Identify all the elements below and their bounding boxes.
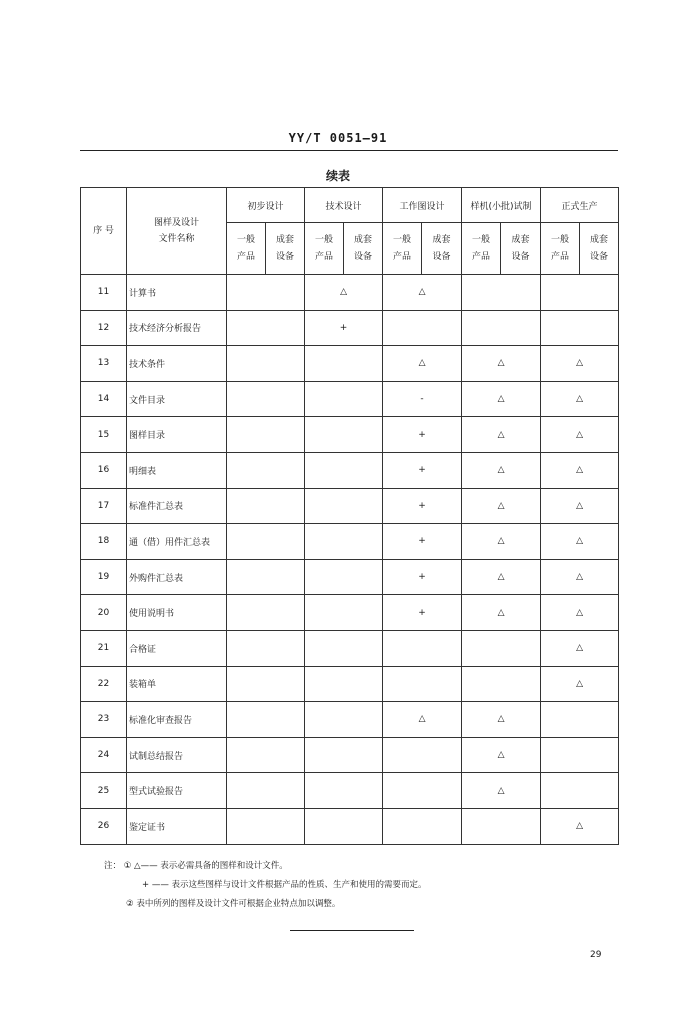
stage-mark: △	[462, 381, 541, 417]
document-name: 使用说明书	[127, 595, 227, 631]
stage-mark	[227, 524, 305, 560]
subheader-line1: 一般	[551, 234, 570, 245]
row-number: 13	[81, 346, 127, 382]
seq-header: 序 号	[81, 188, 127, 275]
row-number: 12	[81, 310, 127, 346]
stage-mark	[305, 488, 383, 524]
stage-header: 正式生产	[541, 188, 619, 223]
stage-mark	[383, 666, 462, 702]
stage-mark: △	[462, 452, 541, 488]
stage-mark	[305, 346, 383, 382]
subheader-line1: 一般	[236, 234, 255, 245]
stage-mark	[462, 310, 541, 346]
note-1b: + —— 表示这些图样与设计文件根据产品的性质、生产和使用的需要而定。	[142, 880, 427, 890]
subheader-line2: 设备	[432, 251, 451, 262]
stage-mark: △	[541, 346, 619, 382]
stage-mark	[383, 808, 462, 844]
subheader-line1: 一般	[472, 234, 491, 245]
stage-mark: △	[462, 417, 541, 453]
stage-mark: △	[541, 808, 619, 844]
name-header-line1: 图样及设计	[153, 218, 199, 228]
stage-mark	[383, 737, 462, 773]
table-row	[81, 630, 619, 666]
stage-mark: △	[541, 595, 619, 631]
stage-mark	[305, 737, 383, 773]
row-number: 18	[81, 524, 127, 560]
stage-mark	[383, 630, 462, 666]
stage-mark	[227, 737, 305, 773]
row-number: 16	[81, 452, 127, 488]
stage-mark	[227, 275, 305, 311]
table-header	[81, 188, 619, 275]
row-number: 20	[81, 595, 127, 631]
table-row	[81, 773, 619, 809]
stage-mark	[227, 452, 305, 488]
stage-mark	[541, 310, 619, 346]
complete-equipment-header	[501, 223, 541, 275]
subheader-line2: 产品	[551, 251, 570, 262]
document-name: 合格证	[127, 630, 227, 666]
stage-mark	[383, 310, 462, 346]
stage-mark	[227, 808, 305, 844]
complete-equipment-header	[422, 223, 462, 275]
general-product-header	[383, 223, 422, 275]
header-rule	[80, 150, 618, 151]
row-number: 22	[81, 666, 127, 702]
stage-header: 工作图设计	[383, 188, 462, 223]
subheader-line1: 成套	[276, 234, 295, 245]
stage-mark	[227, 773, 305, 809]
stage-mark: △	[541, 381, 619, 417]
table-body	[81, 275, 619, 845]
stage-mark	[305, 381, 383, 417]
complete-equipment-header	[580, 223, 619, 275]
stage-mark: △	[462, 595, 541, 631]
stage-mark: -	[383, 381, 462, 417]
subheader-line1: 一般	[393, 234, 412, 245]
stage-mark	[305, 524, 383, 560]
row-number: 21	[81, 630, 127, 666]
stage-mark	[227, 310, 305, 346]
row-number: 26	[81, 808, 127, 844]
stage-mark: △	[541, 488, 619, 524]
table-row	[81, 417, 619, 453]
stage-mark: +	[383, 559, 462, 595]
stage-mark	[383, 773, 462, 809]
stage-mark	[541, 737, 619, 773]
stage-mark: △	[541, 452, 619, 488]
subheader-line2: 设备	[590, 251, 609, 262]
stage-mark	[227, 595, 305, 631]
subheader-line1: 成套	[511, 234, 530, 245]
note-1: ① △—— 表示必需具备的图样和设计文件。	[123, 861, 288, 871]
stage-mark	[227, 559, 305, 595]
table-row	[81, 452, 619, 488]
subheader-line1: 成套	[354, 234, 373, 245]
note-2: ② 表中所列的图样及设计文件可根据企业特点加以调整。	[126, 899, 341, 909]
stage-mark	[227, 417, 305, 453]
stage-mark	[227, 346, 305, 382]
stage-mark: △	[541, 559, 619, 595]
notes	[104, 857, 427, 914]
row-number: 19	[81, 559, 127, 595]
stage-mark	[541, 773, 619, 809]
stage-mark	[541, 275, 619, 311]
general-product-header	[462, 223, 501, 275]
stage-mark	[462, 808, 541, 844]
document-name: 文件目录	[127, 381, 227, 417]
document-name: 标准化审查报告	[127, 702, 227, 738]
subheader-line1: 一般	[315, 234, 334, 245]
row-number: 24	[81, 737, 127, 773]
stage-mark	[305, 417, 383, 453]
stage-mark: △	[462, 702, 541, 738]
stage-mark: △	[383, 346, 462, 382]
row-number: 23	[81, 702, 127, 738]
stage-mark: +	[383, 452, 462, 488]
stage-mark	[227, 666, 305, 702]
stage-mark: △	[541, 666, 619, 702]
table-row	[81, 346, 619, 382]
standard-number: YY/T 0051—91	[288, 131, 388, 145]
stage-header: 技术设计	[305, 188, 383, 223]
document-name: 试制总结报告	[127, 737, 227, 773]
stage-mark	[462, 275, 541, 311]
stage-mark: +	[383, 488, 462, 524]
general-product-header	[305, 223, 344, 275]
stage-mark	[227, 381, 305, 417]
stage-mark: +	[383, 524, 462, 560]
name-header	[127, 188, 227, 275]
table-row	[81, 275, 619, 311]
subheader-line1: 成套	[432, 234, 451, 245]
stage-mark	[305, 559, 383, 595]
stage-mark	[462, 666, 541, 702]
document-name: 计算书	[127, 275, 227, 311]
notes-label: 注：	[104, 861, 122, 871]
document-name: 明细表	[127, 452, 227, 488]
stage-mark: △	[541, 630, 619, 666]
document-name: 装箱单	[127, 666, 227, 702]
table-row	[81, 737, 619, 773]
general-product-header	[541, 223, 580, 275]
row-number: 15	[81, 417, 127, 453]
row-number: 11	[81, 275, 127, 311]
stage-mark: +	[305, 310, 383, 346]
stage-mark	[305, 452, 383, 488]
table-row	[81, 310, 619, 346]
subheader-line2: 产品	[393, 251, 412, 262]
document-name: 型式试验报告	[127, 773, 227, 809]
table-row	[81, 524, 619, 560]
page-number: 29	[590, 950, 602, 960]
stage-mark: △	[541, 417, 619, 453]
stage-mark	[305, 702, 383, 738]
stage-mark: △	[462, 346, 541, 382]
document-name: 图样目录	[127, 417, 227, 453]
table-row	[81, 488, 619, 524]
subheader-line2: 产品	[472, 251, 491, 262]
document-name: 技术条件	[127, 346, 227, 382]
stage-mark: △	[383, 702, 462, 738]
row-number: 17	[81, 488, 127, 524]
row-number: 25	[81, 773, 127, 809]
stage-mark: △	[462, 488, 541, 524]
stage-mark: △	[462, 737, 541, 773]
row-number: 14	[81, 381, 127, 417]
subheader-line2: 产品	[315, 251, 334, 262]
document-name: 技术经济分析报告	[127, 310, 227, 346]
document-name: 标准件汇总表	[127, 488, 227, 524]
subheader-line2: 产品	[236, 251, 255, 262]
subheader-line2: 设备	[511, 251, 530, 262]
stage-mark: +	[383, 595, 462, 631]
stage-mark: △	[462, 773, 541, 809]
stage-mark	[305, 595, 383, 631]
stage-mark: +	[383, 417, 462, 453]
table-title: 续表	[325, 169, 350, 183]
table-row	[81, 595, 619, 631]
table-row	[81, 666, 619, 702]
stage-mark: △	[462, 524, 541, 560]
document-name: 鉴定证书	[127, 808, 227, 844]
subheader-line2: 设备	[276, 251, 295, 262]
subheader-line1: 成套	[590, 234, 609, 245]
stage-mark	[305, 808, 383, 844]
table-row	[81, 559, 619, 595]
stage-mark: △	[462, 559, 541, 595]
table-row	[81, 702, 619, 738]
stage-mark	[227, 630, 305, 666]
stage-header: 样机(小批)试制	[462, 188, 541, 223]
stage-mark	[305, 666, 383, 702]
stage-header: 初步设计	[227, 188, 305, 223]
stage-mark	[462, 630, 541, 666]
table-row	[81, 808, 619, 844]
stage-mark	[305, 630, 383, 666]
footer-rule	[290, 930, 414, 931]
complete-equipment-header	[344, 223, 383, 275]
stage-mark: △	[383, 275, 462, 311]
stage-mark	[227, 488, 305, 524]
stage-mark	[305, 773, 383, 809]
general-product-header	[227, 223, 266, 275]
name-header-line2: 文件名称	[158, 234, 195, 244]
stage-mark: △	[305, 275, 383, 311]
table-row	[81, 381, 619, 417]
document-name: 通（借）用件汇总表	[127, 524, 227, 560]
complete-equipment-header	[266, 223, 305, 275]
stage-mark	[227, 702, 305, 738]
design-documents-table	[80, 187, 619, 845]
stage-mark	[541, 702, 619, 738]
stage-mark: △	[541, 524, 619, 560]
subheader-line2: 设备	[354, 251, 373, 262]
document-name: 外购件汇总表	[127, 559, 227, 595]
